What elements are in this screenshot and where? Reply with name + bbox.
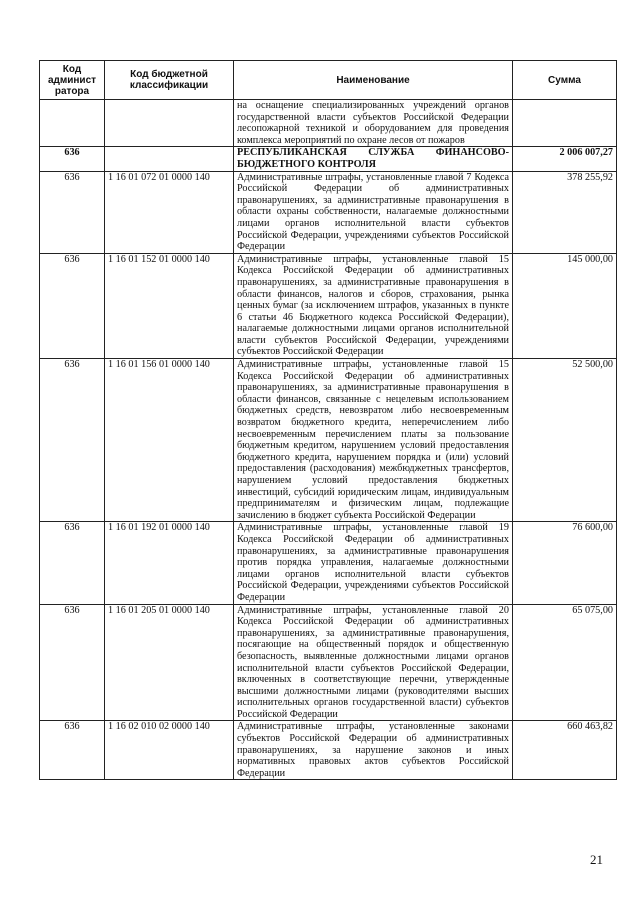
name-cell: Административные штрафы, установленные главой 15 Кодекса Российской Федерации об административных правонарушениях, за административные правонарушения в области финансов, налогов и сборов, страхования, рынка ценных бумаг (за исключением штрафов, указанных в пункте 6 статьи 46 Бюджетного кодекса Российской Федерации), налагаемые должностными лицами органов исполнительной власти субъектов Российской Федерации, учреждениями субъектов Российской Федерации xyxy=(234,253,513,358)
admin-code-cell: 636 xyxy=(40,604,105,721)
admin-code-cell: 636 xyxy=(40,171,105,253)
table-row xyxy=(40,171,617,253)
header-sum: Сумма xyxy=(513,61,617,100)
name-cell: Административные штрафы, установленные главой 15 Кодекса Российской Федерации об административных правонарушениях, за административные правонарушения в области финансов, связанные с нецелевым использованием бюджетных средств, невозвратом либо несвоевременным возвратом бюджетного кредита, неперечислением либо несвоевременным перечислением платы за пользование бюджетным кредитом, нарушением условий предоставления бюджетного кредита, нарушением порядка и (или) условий предоставления (расходования) межбюджетных трансфертов, нарушением условий предоставления бюджетных инвестиций, субсидий юридическим лицам, индивидуальным предпринимателям и физическим лицам, подлежащие зачислению в бюджет субъекта Российской Федерации xyxy=(234,359,513,522)
sum-cell: 76 600,00 xyxy=(513,522,617,604)
admin-code-cell: 636 xyxy=(40,359,105,522)
table-header-row xyxy=(40,61,617,100)
table-row xyxy=(40,721,617,780)
header-name: Наименование xyxy=(234,61,513,100)
admin-code-cell xyxy=(40,100,105,147)
admin-code-cell: 636 xyxy=(40,721,105,780)
budget-code-cell xyxy=(105,100,234,147)
budget-code-cell: 1 16 01 072 01 0000 140 xyxy=(105,171,234,253)
admin-code-cell: 636 xyxy=(40,253,105,358)
sum-cell: 145 000,00 xyxy=(513,253,617,358)
sum-cell: 378 255,92 xyxy=(513,171,617,253)
table-row xyxy=(40,147,617,171)
page-number: 21 xyxy=(590,852,603,867)
name-cell: Административные штрафы, установленные главой 20 Кодекса Российской Федерации об административных правонарушениях, за административные правонарушения, посягающие на общественный порядок и общественную безопасность, выявленные должностными лицами органов исполнительной власти субъектов Российской Федерации, включенных в соответствующие перечни, утвержденные высшими должностными лицами (руководителями высших исполнительных органов государственной власти) субъектов Российской Федерации xyxy=(234,604,513,721)
admin-code-cell: 636 xyxy=(40,522,105,604)
sum-cell: 52 500,00 xyxy=(513,359,617,522)
section-total-cell: 2 006 007,27 xyxy=(513,147,617,171)
budget-code-cell: 1 16 01 152 01 0000 140 xyxy=(105,253,234,358)
budget-code-cell: 1 16 01 205 01 0000 140 xyxy=(105,604,234,721)
sum-cell xyxy=(513,100,617,147)
table-row xyxy=(40,359,617,522)
section-title-cell: РЕСПУБЛИКАНСКАЯ СЛУЖБА ФИНАНСОВО-БЮДЖЕТНОГО КОНТРОЛЯ xyxy=(234,147,513,171)
name-cell: на оснащение специализированных учреждений органов государственной власти субъектов Российской Федерации лесопожарной техникой и оборудованием для проведения комплекса мероприятий по охране лесов от пожаров xyxy=(234,100,513,147)
table-row xyxy=(40,253,617,358)
table-row xyxy=(40,100,617,147)
name-cell: Административные штрафы, установленные главой 7 Кодекса Российской Федерации об административных правонарушениях, за административные правонарушения в области охраны собственности, налагаемые должностными лицами органов исполнительной власти субъектов Российской Федерации, учреждениями субъектов Российской Федерации xyxy=(234,171,513,253)
name-cell: Административные штрафы, установленные законами субъектов Российской Федерации об административных правонарушениях, за нарушение законов и иных нормативных правовых актов субъектов Российской Федерации xyxy=(234,721,513,780)
budget-code-cell: 1 16 01 156 01 0000 140 xyxy=(105,359,234,522)
budget-code-cell: 1 16 01 192 01 0000 140 xyxy=(105,522,234,604)
sum-cell: 65 075,00 xyxy=(513,604,617,721)
budget-code-cell: 1 16 02 010 02 0000 140 xyxy=(105,721,234,780)
name-cell: Административные штрафы, установленные главой 19 Кодекса Российской Федерации об административных правонарушениях, за административные правонарушения против порядка управления, налагаемые должностными лицами органов исполнительной власти субъектов Российской Федерации, учреждениями субъектов Российской Федерации xyxy=(234,522,513,604)
sum-cell: 660 463,82 xyxy=(513,721,617,780)
header-budget-code: Код бюджетной классификации xyxy=(105,61,234,100)
header-admin-code: Код админист ратора xyxy=(40,61,105,100)
revenue-table xyxy=(39,60,617,780)
admin-code-cell: 636 xyxy=(40,147,105,171)
table-row xyxy=(40,604,617,721)
table-row xyxy=(40,522,617,604)
budget-code-cell xyxy=(105,147,234,171)
